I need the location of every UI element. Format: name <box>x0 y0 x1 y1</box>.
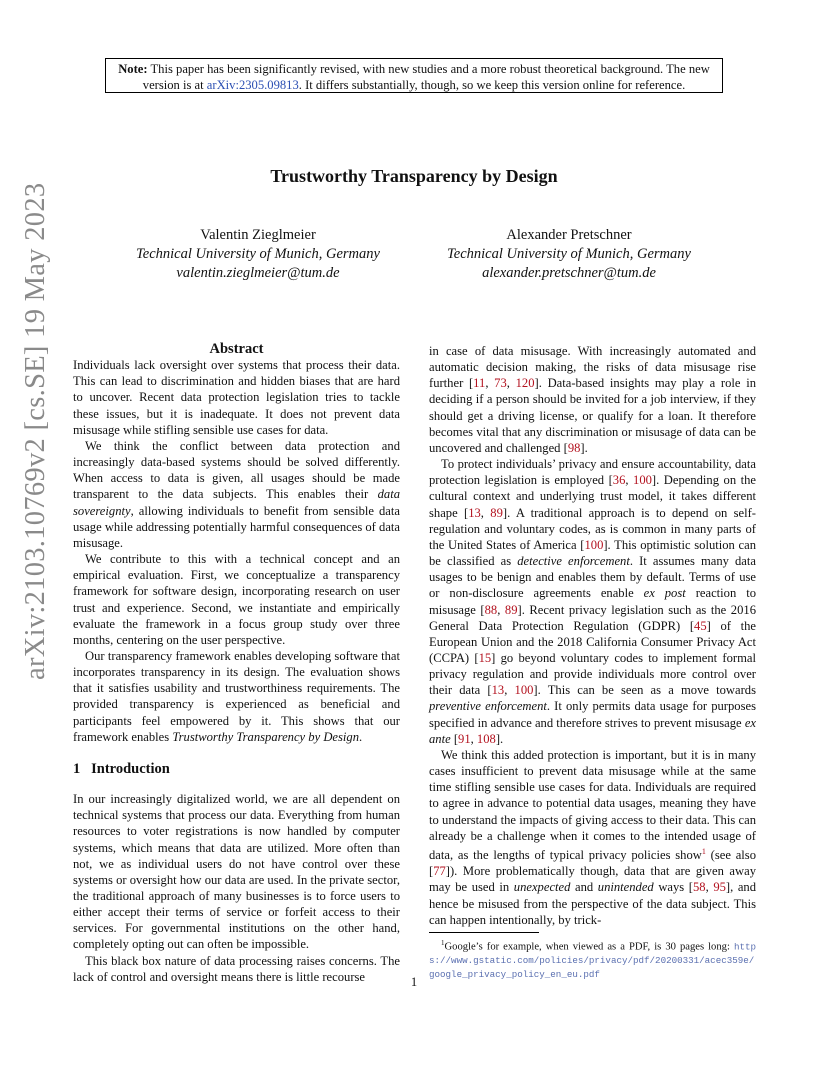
citation-link[interactable]: 36 <box>612 473 626 488</box>
page-number: 1 <box>410 975 418 989</box>
body-paragraph: in case of data misusage. With increasingly automated and automatic decision making, the risks of data misusage rise further [11, 73, 120]. Data-based insights may play a role in deciding if a person should be invited for a job interview, if they should get a driving license, or qualify for a loan. It therefore becomes vital that any discrimination or misusage of data can be uncovered and challenged [98]. <box>429 344 756 455</box>
citation-link[interactable]: 45 <box>694 618 707 633</box>
citation-link[interactable]: 73 <box>494 376 507 391</box>
citation-link[interactable]: 91 <box>458 731 471 746</box>
citation-link[interactable]: 120 <box>515 376 535 391</box>
abstract-paragraph: We contribute to this with a technical concept and an empirical evaluation. First, we conceptualize a transparency framework for software design, incorporating research on user trust and experience. Second, we instantiate and empirically evaluate the framework in a focus group study over three months, centering on the user perspective. <box>73 552 400 647</box>
citation-link[interactable]: 13 <box>468 505 481 520</box>
body-paragraph: To protect individuals’ privacy and ensure accountability, data protection legislation is employed [36, 100]. Depending on the cultural context and underlying trust model, it takes different shape [13, 89]. A traditional approach is to depend on self-regulation and voluntary codes, as is common in many parts of the United States of America [100]. This optimistic solution can be classified as detective enforcement. It assumes many data usages to be benign and enables them by default. Terms of use or non-disclosure agreements enable ex post reaction to misusage [88, 89]. Recent privacy legislation such as the 2016 General Data Protection Regulation (GDPR) [45] of the European Union and the 2018 California Consumer Privacy Act (CCPA) [15] go beyond voluntary codes to implement formal privacy regulation and provide individuals more control over their data [13, 100]. This can be seen as a move towards preventive enforcement. It only permits data usage for purposes specified in advance and therefore strives to prevent misusage ex ante [91, 108]. <box>429 457 757 746</box>
section-title: Introduction <box>91 760 170 777</box>
footnote-rule <box>429 932 539 933</box>
author-affiliation: Technical University of Munich, Germany <box>447 246 691 262</box>
citation-link[interactable]: 11 <box>473 376 486 391</box>
author-affiliation: Technical University of Munich, Germany <box>136 246 380 262</box>
revision-note <box>105 58 723 93</box>
author-block-2 <box>419 226 719 283</box>
abstract-heading: Abstract <box>209 341 264 357</box>
author-name: Alexander Pretschner <box>506 227 632 243</box>
citation-link[interactable]: 89 <box>504 602 518 617</box>
body-paragraph: In our increasingly digitalized world, we are all dependent on technical systems that process our data. Everything from human resources to voter registrations is now handled by computer systems, which means that data are utilized. More often than not, we as individual users do not have control over these systems or oversight how our data are used. In the private sector, the traditional approach of many businesses is to force users to either accept their terms of service or forfeit access to their services. For governmental institutions on the other hand, completely opting out can often be impossible. <box>73 792 400 952</box>
footnote-url-link[interactable]: https://www.gstatic.com/policies/privacy/pdf/20200331/acec359e/google_privacy_policy_en_eu.pdf <box>429 941 756 980</box>
body-paragraph: This black box nature of data processing raises concerns. The lack of control and oversight means there is little recourse <box>73 953 400 984</box>
author-block-1 <box>108 226 408 283</box>
citation-link[interactable]: 95 <box>713 880 726 895</box>
footnote-number: 1 <box>441 939 445 947</box>
note-text-1: This paper has been significantly revised, with new studies and a more robust theoretical background. The new version is at <box>142 62 710 92</box>
citation-link[interactable]: 100 <box>584 537 604 552</box>
citation-link[interactable]: 89 <box>490 505 503 520</box>
note-label: Note: <box>118 62 148 76</box>
left-column <box>73 341 400 985</box>
right-column <box>429 343 756 928</box>
footnote-text: Google’s for example, when viewed as a PDF, is 30 pages long: <box>444 941 734 953</box>
abstract-paragraph: Individuals lack oversight over systems that process their data. This can lead to discrimination and hidden biases that are hard to uncover. Recent data protection legislation tries to tackle these issues, but it is inadequate. It does not prevent data misusage while stifling sensible use cases for data. <box>73 358 400 437</box>
abstract-paragraph: Our transparency framework enables developing software that incorporates transparency in its design. The evaluation shows that it satisfies usability and trustworthiness requirements. The provided transparency is experienced as beneficial and participants feel empowered by it. This shows that our framework enables Trustworthy Transparency by Design. <box>73 648 400 744</box>
citation-link[interactable]: 58 <box>692 880 706 895</box>
citation-link[interactable]: 15 <box>478 650 492 665</box>
author-name: Valentin Zieglmeier <box>200 227 316 243</box>
citation-link[interactable]: 13 <box>491 683 505 698</box>
abstract-paragraph: We think the conflict between data protection and increasingly data-based systems should be solved differently. When access to data is given, all usages should be made transparent to the data subjects. This enables their data sovereignty, allowing individuals to benefit from sensible data usage while addressing potentially harmful consequences of data misusage. <box>73 438 400 550</box>
note-text-2: . It differs substantially, though, so we keep this version online for reference. <box>298 78 686 92</box>
paper-title: Trustworthy Transparency by Design <box>270 166 558 186</box>
section-number: 1 <box>73 760 81 777</box>
footnote-marker[interactable]: 1 <box>701 846 706 856</box>
citation-link[interactable]: 100 <box>514 683 534 698</box>
citation-link[interactable]: 98 <box>567 440 581 455</box>
citation-link[interactable]: 77 <box>433 864 446 879</box>
author-email: alexander.pretschner@tum.de <box>482 265 656 281</box>
citation-link[interactable]: 108 <box>476 731 496 746</box>
arxiv-identifier: arXiv:2103.10769v2 [cs.SE] 19 May 2023 <box>20 182 51 680</box>
citation-link[interactable]: 100 <box>633 473 652 488</box>
body-paragraph: We think this added protection is important, but it is in many cases insufficient to prevent data misusage while at the same time stifling sensible use cases for data. Individuals are required to agree in advance to potential data usages, meaning they have to understand the impacts of giving access to their data. This can already be a challenge when it comes to the intended usage of data, as the lengths of typical privacy policies show$^1$ (see also [77]). More problematically though, data that are given away may be used in unexpected and unintended ways [58, 95], and hence be misused from the perspective of the data subject. This can happen intentionally, by trick- <box>429 747 757 927</box>
citation-link[interactable]: 88 <box>484 602 498 617</box>
section-heading-introduction <box>73 761 400 777</box>
new-version-link[interactable]: arXiv:2305.09813 <box>206 78 299 92</box>
author-email: valentin.zieglmeier@tum.de <box>176 265 340 281</box>
